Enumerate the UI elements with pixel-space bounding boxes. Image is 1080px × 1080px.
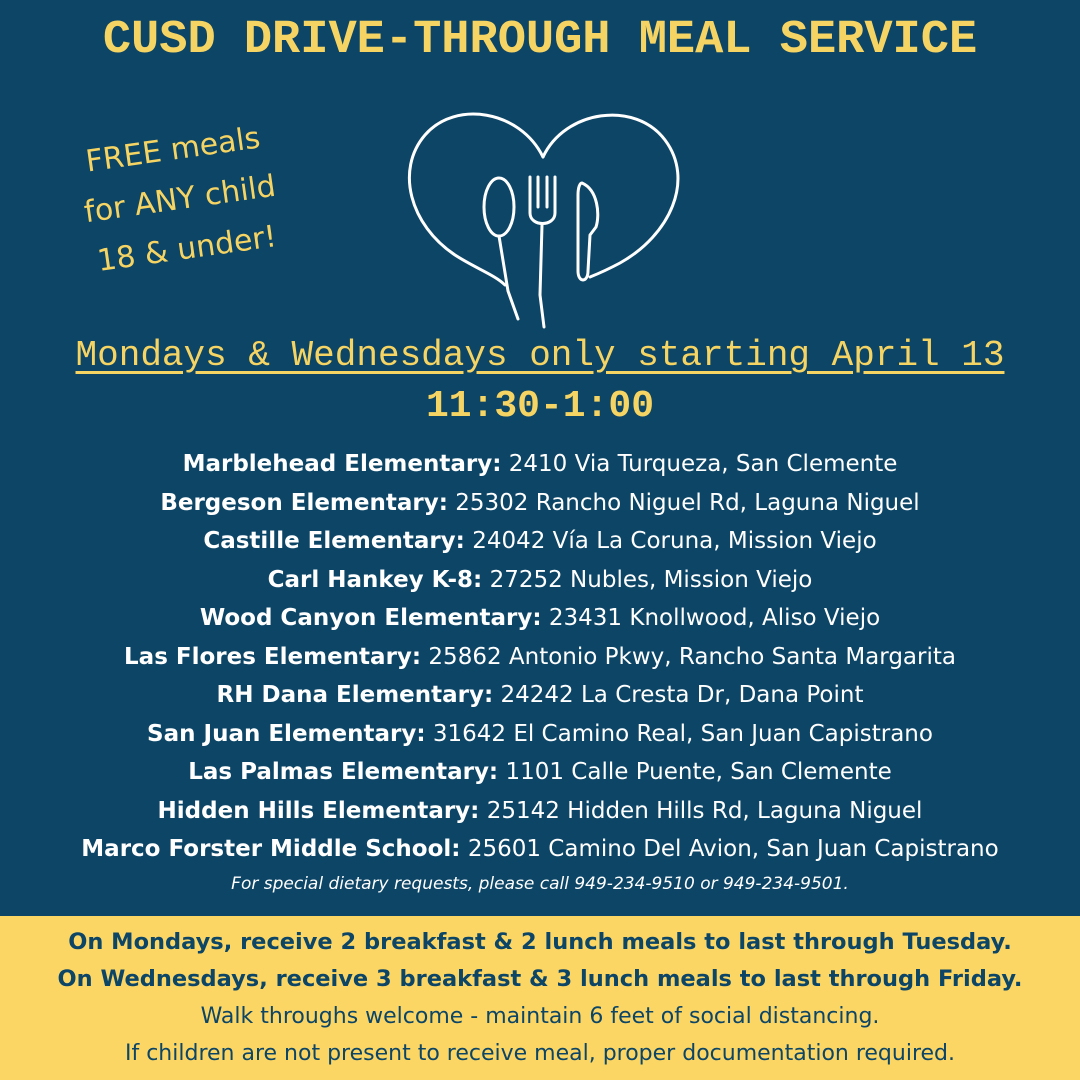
schedule-heading: Mondays & Wednesdays only starting April 13 <box>75 335 1005 376</box>
site-name: Hidden Hills Elementary: <box>157 797 480 824</box>
site-name: Wood Canyon Elementary: <box>199 605 542 631</box>
banner-line: On Wednesdays, receive 3 breakfast & 3 lunch meals to last through Friday. <box>57 966 1023 992</box>
dietary-note: For special dietary requests, please call 949-234-9510 or 949-234-9501. <box>231 874 849 894</box>
site-row <box>0 561 1080 600</box>
site-list <box>0 445 1080 869</box>
site-name: Bergeson Elementary: <box>160 489 448 516</box>
site-row <box>0 830 1080 869</box>
site-address: 31642 El Camino Real, San Juan Capistrano <box>432 720 933 747</box>
site-address: 23431 Knollwood, Aliso Viejo <box>548 605 881 631</box>
site-row <box>0 676 1080 715</box>
site-name: Castille Elementary: <box>203 528 465 554</box>
banner-line: If children are not present to receive meal, proper documentation required. <box>124 1041 956 1066</box>
site-name: Las Flores Elementary: <box>124 643 422 670</box>
site-address: 2410 Via Turqueza, San Clemente <box>508 451 898 477</box>
site-address: 25302 Rancho Niguel Rd, Laguna Niguel <box>455 489 920 516</box>
service-time: 11:30-1:00 <box>425 385 655 428</box>
free-line: for ANY child <box>82 168 278 231</box>
free-line: FREE meals <box>83 120 263 180</box>
site-address: 25862 Antonio Pkwy, Rancho Santa Margarita <box>428 643 956 670</box>
site-address: 1101 Calle Puente, San Clemente <box>505 759 892 785</box>
site-row <box>0 792 1080 831</box>
site-row <box>0 715 1080 754</box>
free-line: 18 & under! <box>95 219 279 279</box>
site-address: 27252 Nubles, Mission Viejo <box>489 566 813 593</box>
site-row <box>0 522 1080 561</box>
site-name: Carl Hankey K-8: <box>267 566 483 593</box>
site-row <box>0 638 1080 677</box>
site-name: RH Dana Elementary: <box>216 682 494 708</box>
site-address: 25601 Camino Del Avion, San Juan Capistrano <box>467 836 999 862</box>
site-address: 24242 La Cresta Dr, Dana Point <box>500 682 864 708</box>
site-row <box>0 484 1080 523</box>
info-banner <box>0 916 1080 1080</box>
site-name: Marblehead Elementary: <box>182 451 502 477</box>
site-address: 25142 Hidden Hills Rd, Laguna Niguel <box>486 797 923 824</box>
page-title: CUSD DRIVE-THROUGH MEAL SERVICE <box>102 14 978 67</box>
site-name: Las Palmas Elementary: <box>188 759 499 785</box>
site-name: Marco Forster Middle School: <box>81 836 461 862</box>
site-address: 24042 Vía La Coruna, Mission Viejo <box>472 528 877 554</box>
banner-line: On Mondays, receive 2 breakfast & 2 lunch meals to last through Tuesday. <box>68 929 1012 955</box>
banner-line: Walk throughs welcome - maintain 6 feet of social distancing. <box>200 1004 880 1029</box>
site-row <box>0 753 1080 792</box>
site-row <box>0 599 1080 638</box>
heart-utensils-icon <box>400 95 685 335</box>
site-row <box>0 445 1080 484</box>
site-name: San Juan Elementary: <box>147 720 426 747</box>
free-meals-callout <box>46 108 314 291</box>
